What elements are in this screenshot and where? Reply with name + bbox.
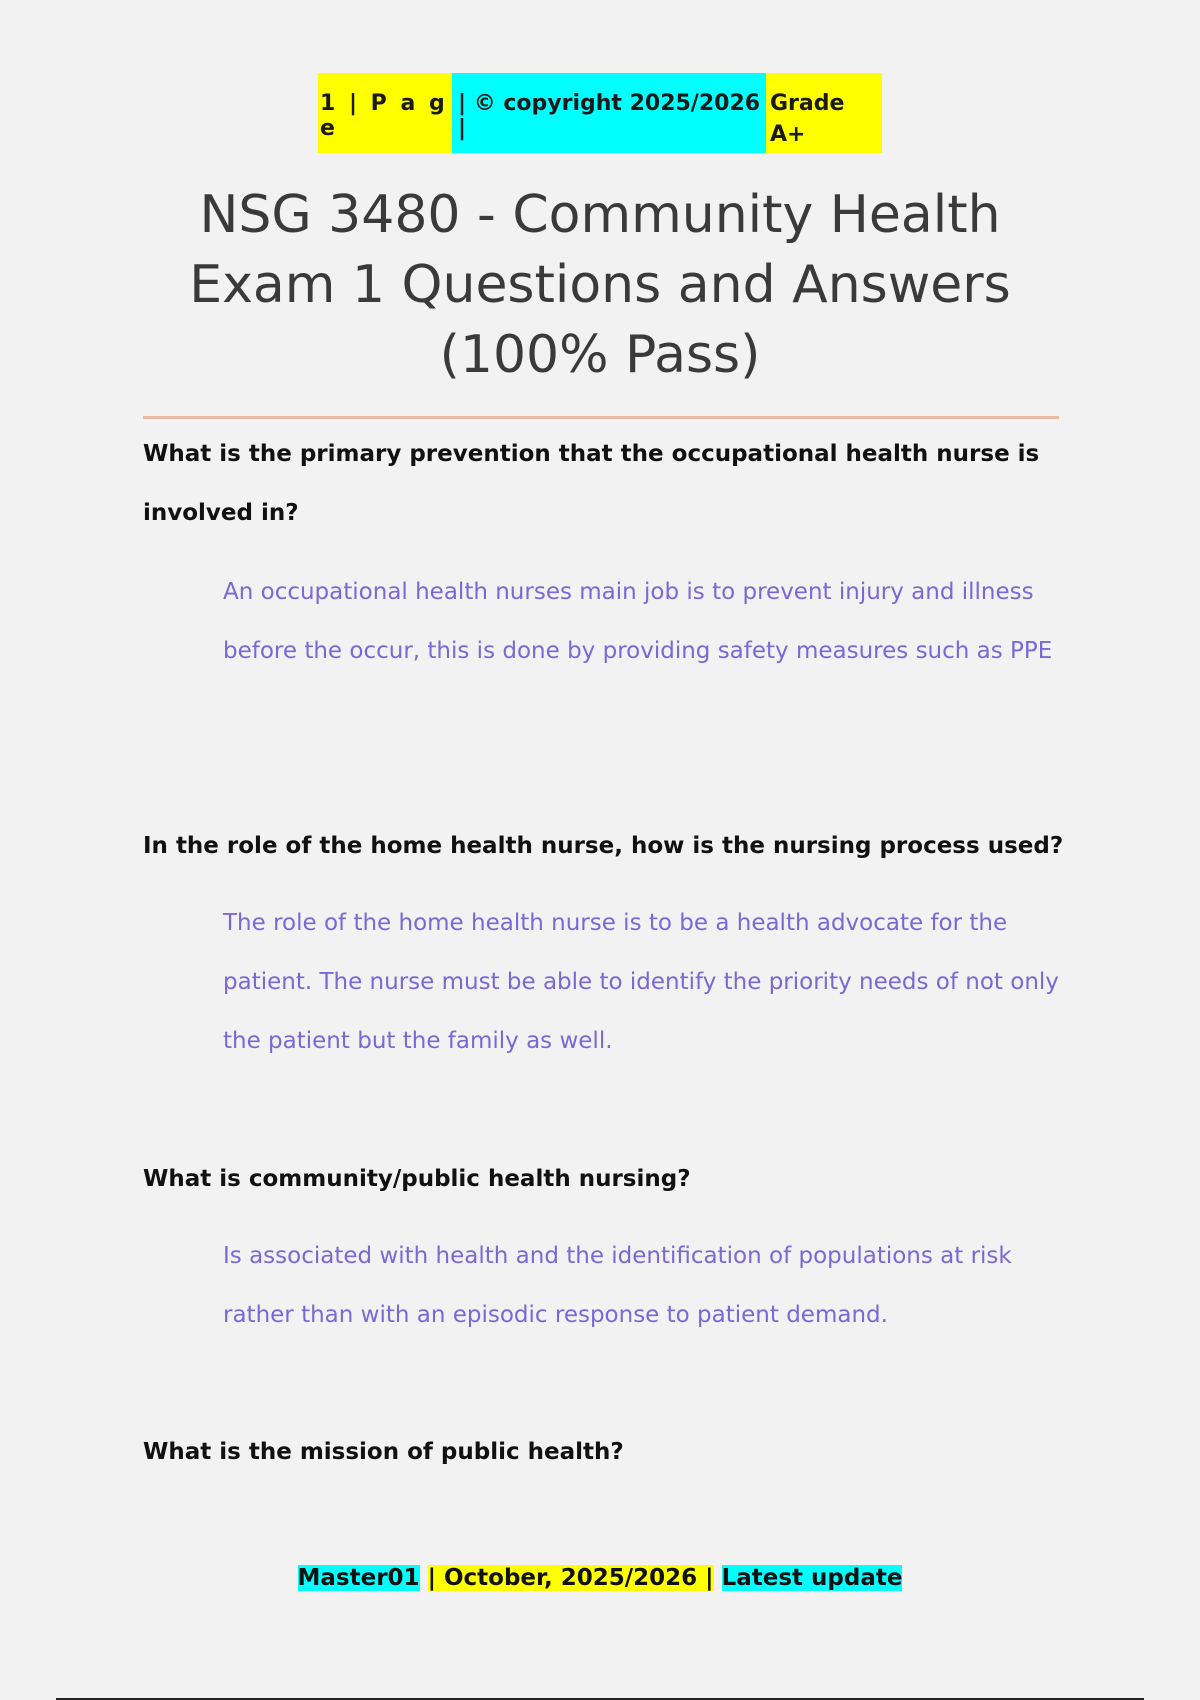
- title-line-2: Exam 1 Questions and Answers: [189, 255, 1011, 315]
- question-text: In the role of the home health nurse, how is the nursing process used?: [143, 833, 1064, 859]
- qa-item: [143, 425, 1073, 681]
- question-text: What is the primary prevention that the occupational health nurse is involved in?: [143, 441, 1040, 526]
- footer-date: | October, 2025/2026 |: [427, 1565, 714, 1591]
- footer-author: Master01: [297, 1565, 420, 1591]
- page-footer: [0, 1565, 1200, 1591]
- qa-item: [143, 1150, 1073, 1345]
- copyright-notice: | © copyright 2025/2026 |: [452, 73, 766, 153]
- page-header: [318, 73, 882, 153]
- page-number: 1 | P a g e: [318, 73, 452, 153]
- grade-value: A+: [770, 122, 806, 147]
- title-divider: [143, 416, 1059, 419]
- document-title: [100, 180, 1100, 390]
- title-line-1: NSG 3480 - Community Health: [199, 185, 1001, 245]
- question-text: What is the mission of public health?: [143, 1439, 624, 1465]
- answer-text: Is associated with health and the identification of populations at risk rather than with an episodic response to patient demand.: [223, 1243, 1012, 1328]
- grade-label: Grade: [770, 91, 845, 116]
- question-text: What is community/public health nursing?: [143, 1166, 691, 1192]
- answer-text: The role of the home health nurse is to be a health advocate for the patient. The nurse must be able to identify the priority needs of not only the patient but the family as well.: [223, 910, 1059, 1054]
- title-line-3: (100% Pass): [439, 325, 761, 385]
- qa-item: [143, 817, 1073, 1071]
- qa-item: [143, 1423, 1073, 1482]
- answer-text: An occupational health nurses main job is to prevent injury and illness before the occur, this is done by providing safety measures such as PPE: [223, 579, 1053, 664]
- footer-update: Latest update: [721, 1565, 903, 1591]
- grade-badge: [766, 73, 882, 153]
